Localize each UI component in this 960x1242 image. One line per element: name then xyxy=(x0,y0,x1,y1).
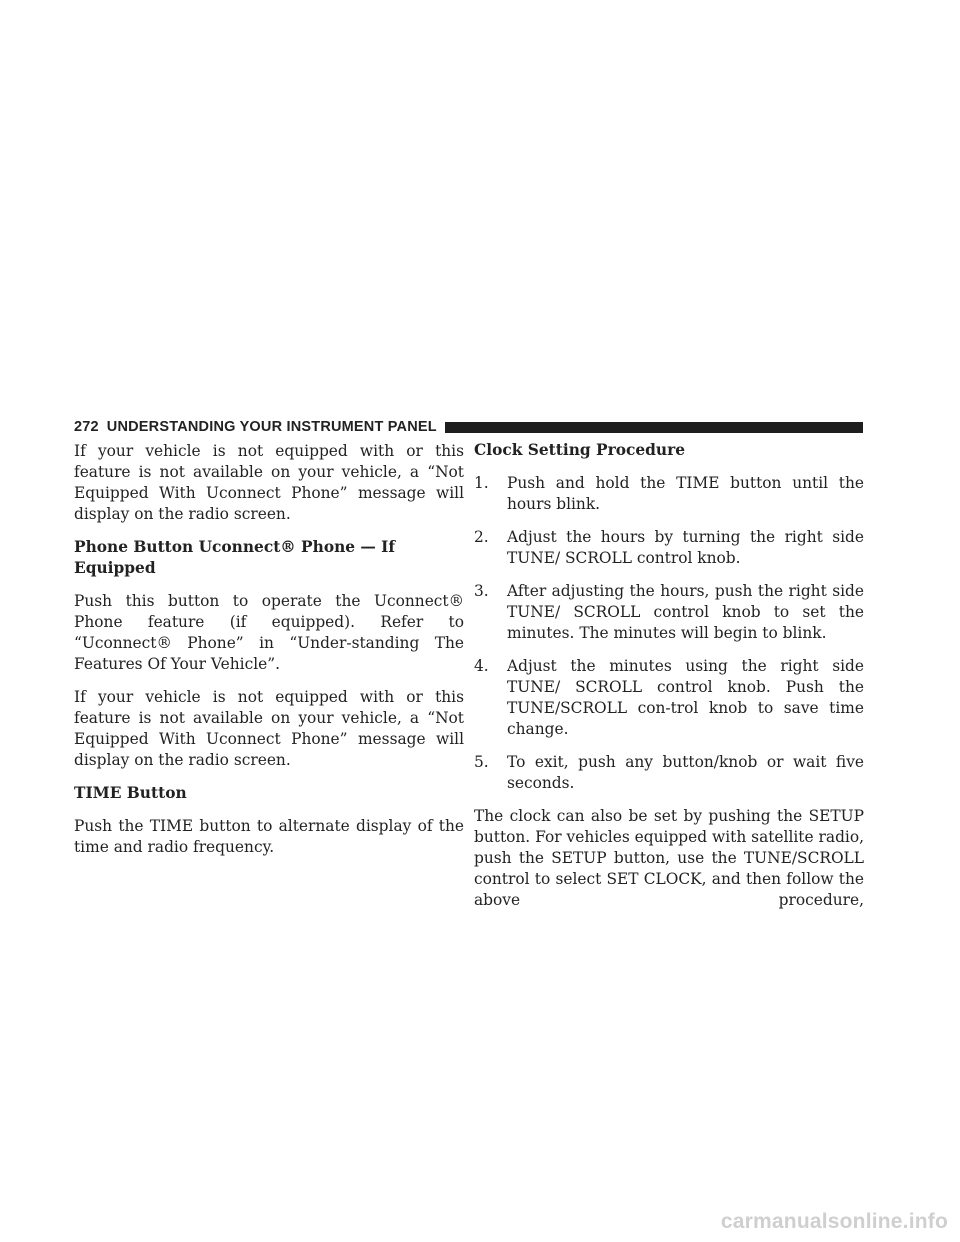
step-text: After adjusting the hours, push the right side TUNE/ SCROLL control knob to set the minutes. The minutes will begin to blink. xyxy=(507,582,864,642)
step-text: Push and hold the TIME button until the hours blink. xyxy=(507,474,864,513)
left-paragraph-2: Push this button to operate the Uconnect® Phone feature (if equipped). Refer to “Uconnect® Phone” in “Under-standing The Features Of Your Vehicle”. xyxy=(74,592,464,673)
step-number: 4. xyxy=(474,657,489,675)
list-item xyxy=(474,752,864,794)
left-column xyxy=(74,441,464,870)
step-number: 5. xyxy=(474,753,489,771)
clock-setting-heading: Clock Setting Procedure xyxy=(474,441,685,459)
header-text xyxy=(74,419,437,435)
time-button-heading: TIME Button xyxy=(74,784,187,802)
left-paragraph-1: If your vehicle is not equipped with or this feature is not available on your vehicle, a “Not Equipped With Uconnect Phone” message will display on the radio screen. xyxy=(74,442,464,523)
header-rule-bar xyxy=(445,422,863,433)
watermark: carmanualsonline.info xyxy=(720,1210,948,1233)
page-number: 272 xyxy=(74,419,99,435)
section-title: UNDERSTANDING YOUR INSTRUMENT PANEL xyxy=(106,419,437,435)
list-item xyxy=(474,581,864,644)
step-text: To exit, push any button/knob or wait five seconds. xyxy=(507,753,864,792)
list-item xyxy=(474,656,864,740)
page-header xyxy=(74,417,863,437)
left-paragraph-4: Push the TIME button to alternate display of the time and radio frequency. xyxy=(74,817,464,856)
step-text: Adjust the minutes using the right side TUNE/ SCROLL control knob. Push the TUNE/SCROLL con-trol knob to save time change. xyxy=(507,657,864,738)
phone-button-heading: Phone Button Uconnect® Phone — If Equipped xyxy=(74,538,395,577)
list-item xyxy=(474,527,864,569)
left-paragraph-3: If your vehicle is not equipped with or this feature is not available on your vehicle, a “Not Equipped With Uconnect Phone” message will display on the radio screen. xyxy=(74,688,464,769)
step-number: 1. xyxy=(474,474,489,492)
list-item xyxy=(474,473,864,515)
clock-steps-list xyxy=(474,473,864,794)
step-text: Adjust the hours by turning the right side TUNE/ SCROLL control knob. xyxy=(507,528,864,567)
step-number: 2. xyxy=(474,528,489,546)
step-number: 3. xyxy=(474,582,489,600)
clock-setup-paragraph: The clock can also be set by pushing the SETUP button. For vehicles equipped with satellite radio, push the SETUP button, use the TUNE/SCROLL control to select SET CLOCK, and then follow the above procedure, xyxy=(474,807,864,909)
right-column xyxy=(474,441,864,923)
